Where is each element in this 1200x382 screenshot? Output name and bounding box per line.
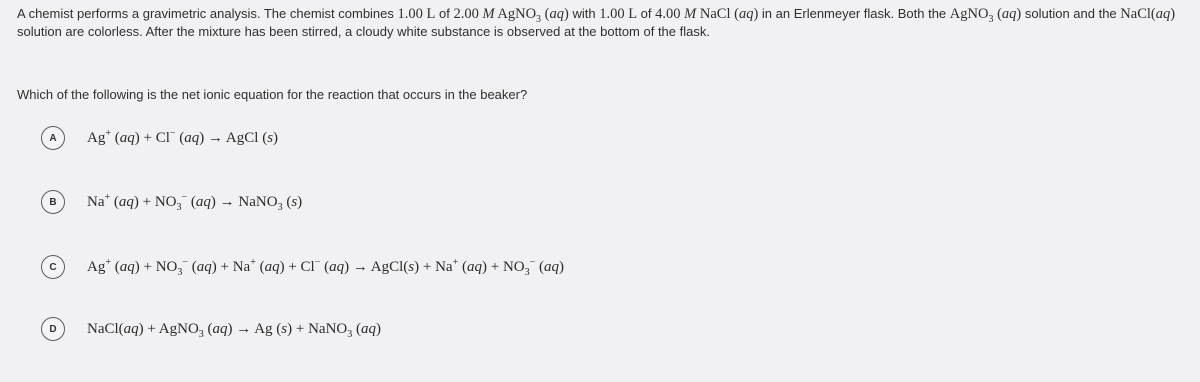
choice-c-equation[interactable]: Ag+ $(aq) + NO_3^-$ (aq) + Na+ (aq) + Cl− (aq) → AgCl(s) + Na+ $(aq) + NO_3^-$ (aq)	[87, 256, 564, 278]
question-prompt: Which of the following is the net ionic equation for the reaction that occurs in the beaker?	[17, 87, 528, 102]
stem-nacl-solution: NaCl(aq)	[1120, 6, 1176, 22]
stem-text: solution are colorless. After the mixture has been stirred, a cloudy white substance is observed at the bottom of the flask.	[17, 24, 710, 39]
stem-agno3-solution: AgNO$_3$ (aq)	[949, 6, 1022, 25]
stem-volume-1: 1.00 L	[397, 6, 436, 22]
choice-a-equation[interactable]: Ag+ (aq) + Cl− (aq) → AgCl (s)	[87, 127, 279, 146]
choice-b-equation[interactable]: Na+ $(aq) + NO_3^-$ (aq) → NaNO$_3$ (s)	[87, 191, 303, 213]
choice-letter-b[interactable]: B	[41, 190, 65, 214]
question-stem	[17, 5, 1187, 40]
choice-letter-a[interactable]: A	[41, 126, 65, 150]
choice-a[interactable]	[41, 125, 278, 151]
choice-d[interactable]	[41, 316, 381, 342]
stem-agno3-concentration: 2.00 M AgNO$_3$ (aq)	[453, 6, 569, 25]
stem-text: with	[568, 6, 600, 21]
stem-text: solution and the	[1021, 6, 1121, 21]
stem-text: A chemist performs a gravimetric analysis. The chemist combines	[17, 6, 398, 21]
choice-letter-d[interactable]: D	[41, 317, 65, 341]
choice-d-equation[interactable]: NaCl(aq) + AgNO$_3$ (aq) → Ag (s) + NaNO$_3$ (aq)	[87, 320, 382, 340]
stem-text: of	[435, 6, 454, 21]
choice-b[interactable]	[41, 189, 302, 215]
stem-nacl-concentration: 4.00 M NaCl (aq)	[655, 6, 759, 22]
stem-text: in an Erlenmeyer flask. Both the	[758, 6, 950, 21]
choice-letter-c[interactable]: C	[41, 255, 65, 279]
choice-c[interactable]	[41, 254, 564, 280]
stem-text: of	[637, 6, 656, 21]
stem-volume-2: 1.00 L	[599, 6, 638, 22]
